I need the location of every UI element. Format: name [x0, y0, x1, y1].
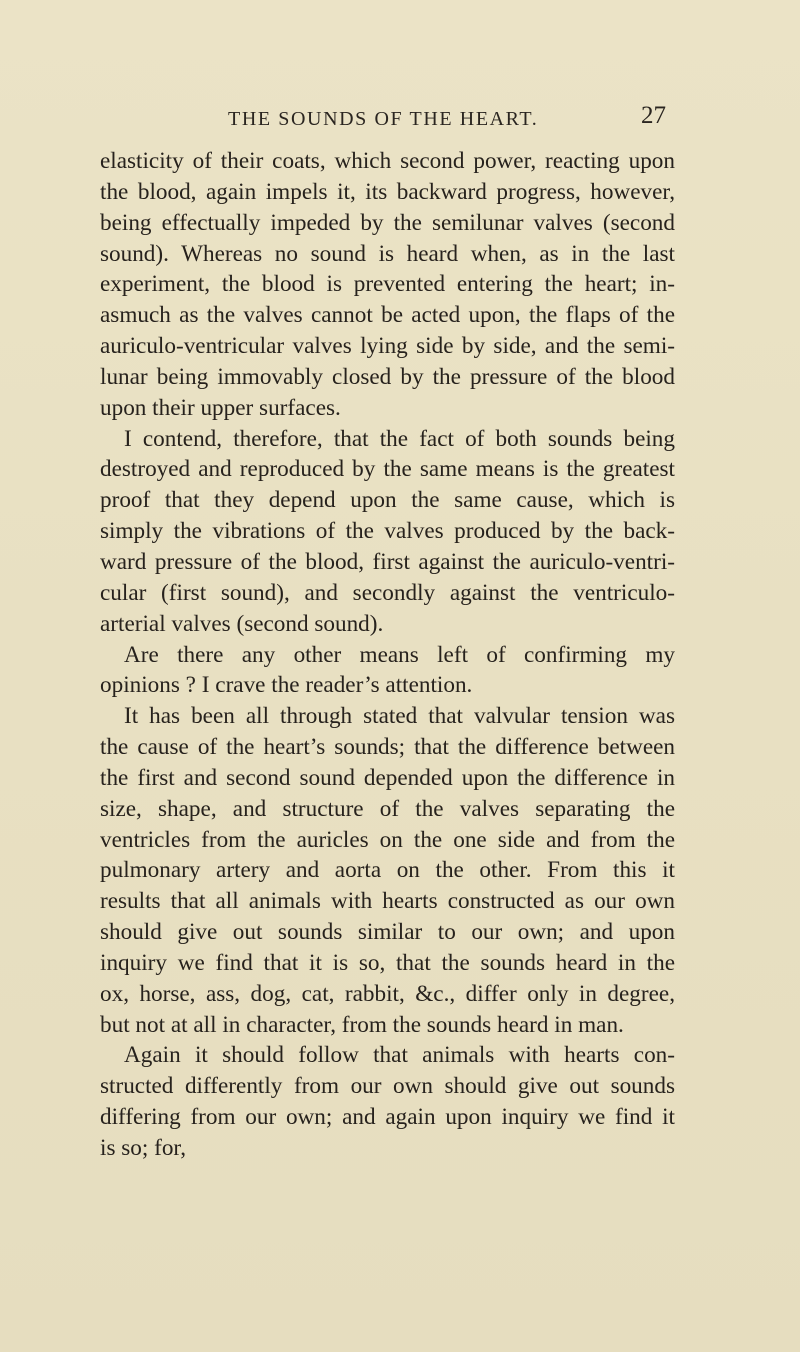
text-line: ox, horse, ass, dog, cat, rabbit, &c., differ only in degree,: [100, 980, 675, 1007]
text-line: the blood, again impels it, its backward progress, however,: [100, 178, 675, 205]
text-line: destroyed and reproduced by the same means is the greatest: [100, 456, 675, 483]
text-line: upon their upper surfaces.: [100, 394, 341, 421]
text-line: It has been all through stated that valvular tension was: [124, 703, 675, 730]
text-line: inquiry we find that it is so, that the sounds heard in the: [100, 949, 675, 976]
text-line: opinions ? I crave the reader’s attention.: [100, 672, 473, 699]
text-line: arterial valves (second sound).: [100, 610, 384, 637]
text-line: auriculo-ventricular valves lying side by side, and the semi-: [100, 333, 675, 360]
text-line: lunar being immovably closed by the pressure of the blood: [100, 363, 675, 390]
text-line: structed differently from our own should give out sounds: [100, 1073, 675, 1100]
body-text: [100, 146, 675, 1164]
text-line: differing from our own; and again upon inquiry we find it: [100, 1104, 675, 1131]
text-line: should give out sounds similar to our own; and upon: [100, 919, 675, 946]
text-line: pulmonary artery and aorta on the other. From this it: [100, 857, 675, 884]
text-line: proof that they depend upon the same cause, which is: [100, 487, 675, 514]
text-line: cular (first sound), and secondly against the ventriculo-: [100, 579, 675, 606]
text-line: ward pressure of the blood, first against the auriculo-ventri-: [100, 548, 675, 575]
running-head: THE SOUNDS OF THE HEART.: [228, 108, 539, 130]
text-line: is so; for,: [100, 1135, 187, 1161]
text-line: experiment, the blood is prevented entering the heart; in-: [100, 271, 675, 298]
text-line: size, shape, and structure of the valves separating the: [100, 795, 675, 822]
text-line: Again it should follow that animals with hearts con-: [124, 1042, 675, 1069]
text-line: ventricles from the auricles on the one side and from the: [100, 826, 675, 853]
text-line: elasticity of their coats, which second power, reacting upon: [100, 148, 675, 174]
text-line: simply the vibrations of the valves produced by the back-: [100, 518, 675, 545]
page-header: [0, 102, 800, 138]
page-number: 27: [641, 102, 666, 129]
text-line: asmuch as the valves cannot be acted upon, the flaps of the: [100, 302, 675, 329]
text-line: Are there any other means left of confirming my: [124, 641, 675, 668]
text-line: but not at all in character, from the sounds heard in man.: [100, 1011, 624, 1038]
text-line: results that all animals with hearts constructed as our own: [100, 888, 675, 915]
text-line: I contend, therefore, that the fact of both sounds being: [124, 425, 675, 452]
text-line: sound). Whereas no sound is heard when, as in the last: [100, 240, 675, 267]
text-line: being effectually impeded by the semilunar valves (second: [100, 209, 675, 236]
text-line: the cause of the heart’s sounds; that the difference between: [100, 734, 675, 761]
text-line: the first and second sound depended upon the difference in: [100, 764, 675, 791]
